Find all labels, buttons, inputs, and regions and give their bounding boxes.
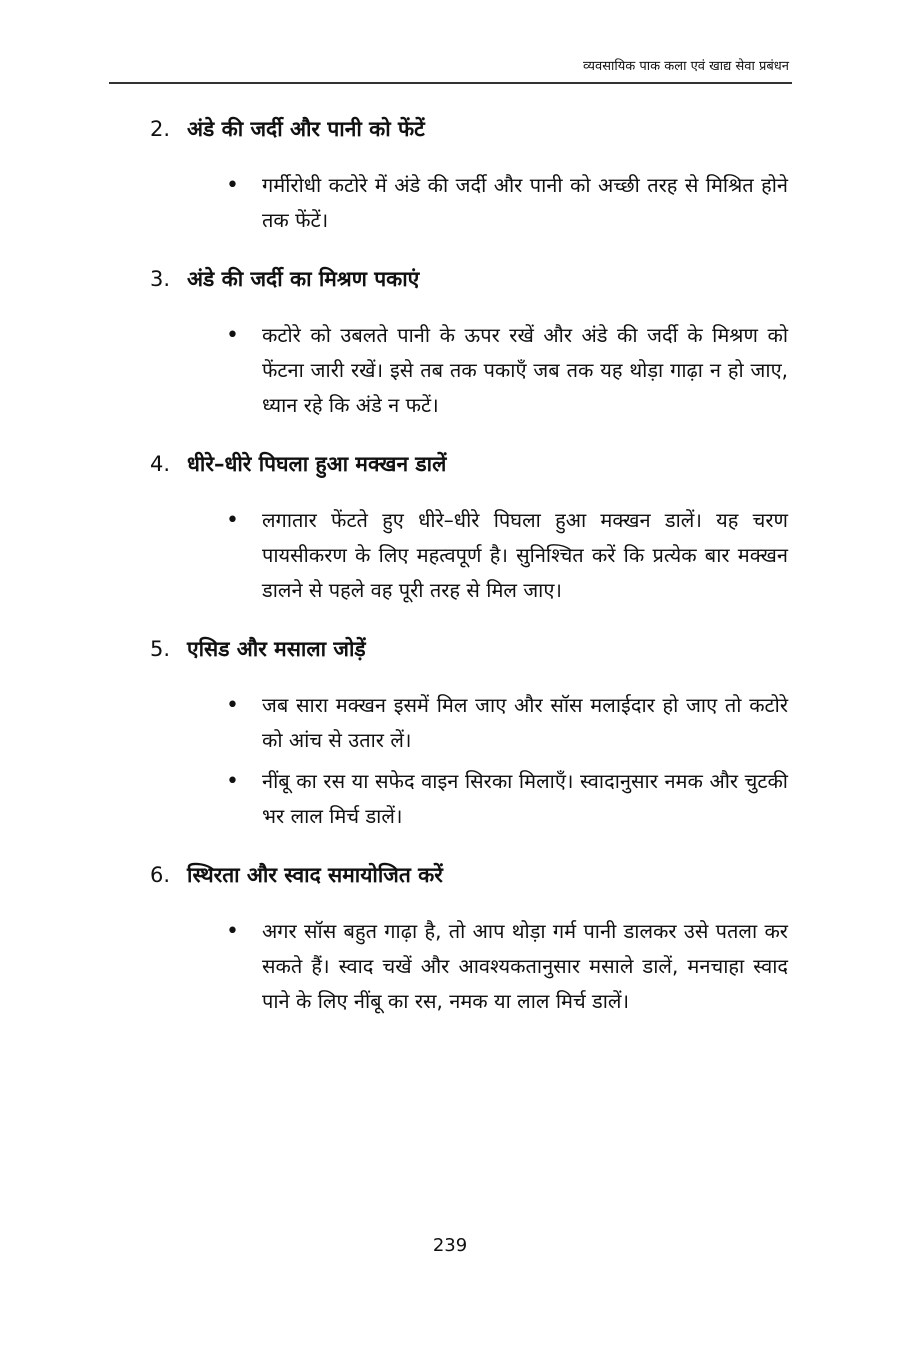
section-number: 3. <box>150 267 171 291</box>
bullet-item <box>226 914 788 1019</box>
bullet-list <box>0 318 900 423</box>
bullet-icon: • <box>226 508 239 533</box>
section-heading <box>0 858 900 892</box>
section-heading <box>0 112 900 146</box>
section-title: अंडे की जर्दी का मिश्रण पकाएं <box>187 267 420 291</box>
bullet-item <box>226 503 788 608</box>
section-number: 6. <box>150 863 171 887</box>
bullet-icon: • <box>226 919 239 944</box>
section-heading <box>0 262 900 296</box>
section-number: 2. <box>150 117 171 141</box>
bullet-text: गर्मीरोधी कटोरे में अंडे की जर्दी और पानी को अच्छी तरह से मिश्रित होने तक फेंटें। <box>262 173 788 232</box>
header-rule <box>109 82 792 84</box>
bullet-item <box>226 764 788 834</box>
section-title: धीरे–धीरे पिघला हुआ मक्खन डालें <box>187 452 447 476</box>
bullet-list <box>0 914 900 1019</box>
bullet-item <box>226 168 788 238</box>
section-heading <box>0 632 900 666</box>
section-title: स्थिरता और स्वाद समायोजित करें <box>187 863 443 887</box>
bullet-text: लगातार फेंटते हुए धीरे–धीरे पिघला हुआ मक्खन डालें। यह चरण पायसीकरण के लिए महत्वपूर्ण है। सुनिश्चित करें कि प्रत्येक बार मक्खन डालने से पहले वह पूरी तरह से मिल जाए। <box>262 508 788 602</box>
bullet-text: जब सारा मक्खन इसमें मिल जाए और सॉस मलाईदार हो जाए तो कटोरे को आंच से उतार लें। <box>262 693 788 752</box>
bullet-list <box>0 688 900 834</box>
bullet-item <box>226 318 788 423</box>
section-title: अंडे की जर्दी और पानी को फेंटें <box>187 117 425 141</box>
section-heading <box>0 447 900 481</box>
sections <box>0 112 900 1043</box>
bullet-list <box>0 503 900 608</box>
section-title: एसिड और मसाला जोड़ें <box>187 637 366 661</box>
running-header: व्यवसायिक पाक कला एवं खाद्य सेवा प्रबंधन <box>583 59 789 74</box>
section-number: 5. <box>150 637 171 661</box>
bullet-icon: • <box>226 323 239 348</box>
bullet-icon: • <box>226 693 239 718</box>
bullet-text: अगर सॉस बहुत गाढ़ा है, तो आप थोड़ा गर्म पानी डालकर उसे पतला कर सकते हैं। स्वाद चखें और आवश्यकतानुसार मसाले डालें, मनचाहा स्वाद पाने के लिए नींबू का रस, नमक या लाल मिर्च डालें। <box>262 919 788 1013</box>
bullet-icon: • <box>226 173 239 198</box>
bullet-icon: • <box>226 769 239 794</box>
page-number: 239 <box>432 1235 468 1256</box>
section-3 <box>0 262 900 423</box>
section-5 <box>0 632 900 834</box>
bullet-item <box>226 688 788 758</box>
bullet-text: नींबू का रस या सफेद वाइन सिरका मिलाएँ। स्वादानुसार नमक और चुटकी भर लाल मिर्च डालें। <box>262 769 788 828</box>
section-number: 4. <box>150 452 171 476</box>
bullet-text: कटोरे को उबलते पानी के ऊपर रखें और अंडे की जर्दी के मिश्रण को फेंटना जारी रखें। इसे तब तक पकाएँ जब तक यह थोड़ा गाढ़ा न हो जाए, ध्यान रहे कि अंडे न फटें। <box>262 323 788 417</box>
section-2 <box>0 112 900 238</box>
section-4 <box>0 447 900 608</box>
section-6 <box>0 858 900 1019</box>
bullet-list <box>0 168 900 238</box>
